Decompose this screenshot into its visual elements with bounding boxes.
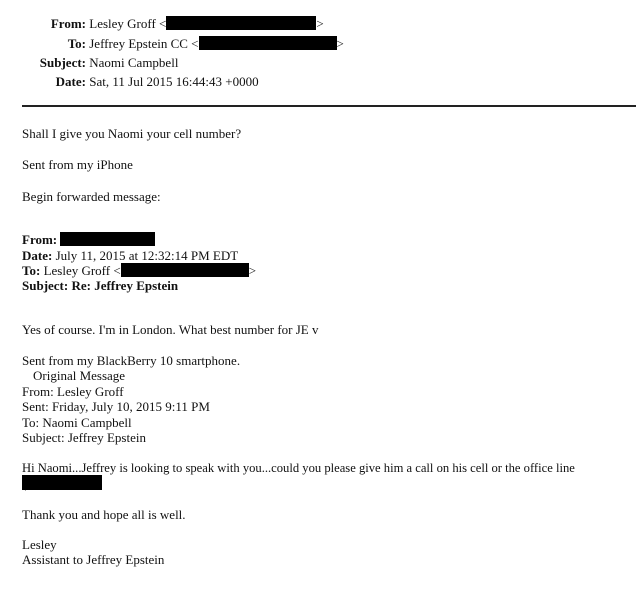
fwd-date-value: July 11, 2015 at 12:32:14 PM EDT	[55, 248, 239, 263]
original-line-2	[22, 475, 102, 492]
redaction-box	[166, 16, 316, 30]
header-to-value: Jeffrey Epstein CC <	[89, 36, 199, 51]
header-from-label: From:	[50, 16, 86, 31]
header-to-label: To:	[67, 36, 86, 51]
body-line-2: Sent from my iPhone	[22, 157, 133, 172]
orig-to: To: Naomi Campbell	[22, 415, 132, 430]
orig-from: From: Lesley Groff	[22, 384, 124, 399]
fwd-to-close: >	[248, 263, 257, 278]
body-line-3: Begin forwarded message:	[22, 189, 161, 204]
original-message-title: Original Message	[33, 368, 126, 383]
header-from-value: Lesley Groff <	[89, 16, 167, 31]
fwd-from-label: From:	[22, 232, 58, 247]
redaction-box	[60, 232, 155, 246]
redaction-box	[199, 36, 337, 50]
header-date-label: Date:	[55, 74, 86, 89]
original-thanks: Thank you and hope all is well.	[22, 507, 186, 522]
body-line-1: Shall I give you Naomi your cell number?	[22, 126, 242, 141]
signature-name: Lesley	[22, 537, 57, 552]
fwd-date-label: Date:	[22, 248, 53, 263]
header-subject-value: Naomi Campbell	[89, 55, 179, 70]
fwd-to-row	[22, 263, 256, 279]
fwd-from-row	[22, 232, 155, 248]
signature-title: Assistant to Jeffrey Epstein	[22, 552, 165, 567]
header-from-row	[0, 16, 324, 32]
fwd-date-row	[22, 248, 238, 264]
fwd-to-label: To:	[22, 263, 41, 278]
fwd-subject-label: Subject:	[22, 278, 69, 293]
reply-signature: Sent from my BlackBerry 10 smartphone.	[22, 353, 241, 368]
fwd-subject-value: Re: Jeffrey Epstein	[71, 278, 179, 293]
header-date-row	[0, 74, 259, 90]
header-date-value: Sat, 11 Jul 2015 16:44:43 +0000	[89, 74, 259, 89]
redaction-box	[22, 475, 102, 490]
header-divider	[22, 105, 636, 107]
header-to-row	[0, 36, 344, 52]
redaction-box	[121, 263, 249, 277]
orig-subject: Subject: Jeffrey Epstein	[22, 430, 146, 445]
header-subject-label: Subject:	[39, 55, 86, 70]
reply-line-1: Yes of course. I'm in London. What best number for JE v	[22, 322, 319, 337]
orig-sent: Sent: Friday, July 10, 2015 9:11 PM	[22, 399, 210, 414]
fwd-subject-row	[22, 278, 178, 294]
header-from-close: >	[316, 16, 324, 31]
header-to-close: >	[336, 36, 344, 51]
original-line-1: Hi Naomi...Jeffrey is looking to speak with you...could you please give him a call on his cell or the office line	[22, 461, 575, 475]
fwd-to-value: Lesley Groff <	[43, 263, 121, 278]
header-subject-row	[0, 55, 178, 71]
